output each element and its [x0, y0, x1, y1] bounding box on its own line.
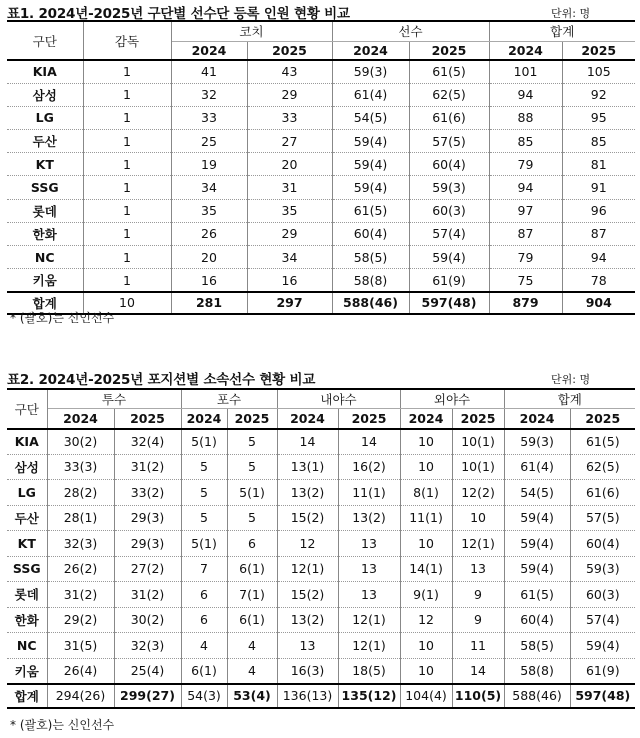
- header-year: 2025: [338, 409, 400, 429]
- table-row: [7, 199, 635, 222]
- total-cell: 10: [83, 292, 171, 314]
- table-row: [7, 505, 635, 531]
- table-cell: 60(3): [409, 199, 489, 222]
- table-cell: 20: [247, 153, 332, 176]
- total-cell: 294(26): [47, 684, 114, 708]
- table-cell: 33(2): [114, 480, 181, 506]
- table-cell: 29(3): [114, 531, 181, 557]
- table-cell: 94: [489, 176, 562, 199]
- table-cell: 12(1): [277, 556, 338, 582]
- table-cell: 5(1): [181, 429, 227, 455]
- team-name: 키움: [7, 658, 47, 684]
- table-cell: 9(1): [400, 582, 452, 608]
- total-cell: 110(5): [452, 684, 504, 708]
- table-cell: 61(5): [570, 429, 635, 455]
- table-row: [7, 130, 635, 153]
- table-cell: 6(1): [227, 607, 277, 633]
- table-cell: 6(1): [227, 556, 277, 582]
- table-cell: 19: [171, 153, 247, 176]
- table-cell: 10: [400, 658, 452, 684]
- table-cell: 57(5): [570, 505, 635, 531]
- table-cell: 29: [247, 83, 332, 106]
- table-cell: 59(4): [332, 130, 409, 153]
- table-cell: 6: [181, 582, 227, 608]
- table-cell: 85: [562, 130, 635, 153]
- table-cell: 4: [181, 633, 227, 659]
- table-cell: 32(3): [47, 531, 114, 557]
- table-cell: 31: [247, 176, 332, 199]
- table-cell: 62(5): [409, 83, 489, 106]
- table-row: [7, 658, 635, 684]
- table-cell: 14(1): [400, 556, 452, 582]
- table-cell: 12(1): [338, 633, 400, 659]
- table-row: [7, 222, 635, 245]
- table-cell: 1: [83, 176, 171, 199]
- table-cell: 59(4): [409, 246, 489, 269]
- table-cell: 61(6): [409, 106, 489, 129]
- table-cell: 10: [400, 531, 452, 557]
- header-year: 2025: [452, 409, 504, 429]
- table-cell: 43: [247, 60, 332, 83]
- table-cell: 13: [338, 556, 400, 582]
- table-cell: 1: [83, 153, 171, 176]
- table-cell: 59(4): [504, 531, 570, 557]
- total-label: 합계: [7, 684, 47, 708]
- table-cell: 79: [489, 246, 562, 269]
- table-cell: 13: [338, 582, 400, 608]
- table-cell: 31(2): [114, 454, 181, 480]
- team-name: 한화: [7, 607, 47, 633]
- total-cell: 597(48): [570, 684, 635, 708]
- table-cell: 35: [171, 199, 247, 222]
- table-cell: 31(2): [47, 582, 114, 608]
- table-cell: 92: [562, 83, 635, 106]
- table-cell: 58(5): [504, 633, 570, 659]
- header-year: 2025: [227, 409, 277, 429]
- table-cell: 28(1): [47, 505, 114, 531]
- table-cell: 4: [227, 633, 277, 659]
- total-cell: 281: [171, 292, 247, 314]
- table-cell: 32(3): [114, 633, 181, 659]
- team-name: NC: [7, 633, 47, 659]
- table-cell: 10: [400, 633, 452, 659]
- header-year: 2025: [409, 41, 489, 60]
- table-cell: 11: [452, 633, 504, 659]
- table-cell: 59(4): [332, 153, 409, 176]
- table-cell: 31(2): [114, 582, 181, 608]
- header-year: 2025: [562, 41, 635, 60]
- table-cell: 34: [171, 176, 247, 199]
- header-year: 2024: [47, 409, 114, 429]
- table-cell: 1: [83, 60, 171, 83]
- header-year: 2025: [247, 41, 332, 60]
- table-cell: 58(5): [332, 246, 409, 269]
- table-cell: 4: [227, 658, 277, 684]
- table-cell: 11(1): [400, 505, 452, 531]
- table-cell: 9: [452, 582, 504, 608]
- team-name: LG: [7, 480, 47, 506]
- team-name: 두산: [7, 505, 47, 531]
- header-year: 2025: [570, 409, 635, 429]
- table-row: [7, 60, 635, 83]
- table-cell: 59(3): [570, 556, 635, 582]
- table-cell: 12: [400, 607, 452, 633]
- table-cell: 33(3): [47, 454, 114, 480]
- table-cell: 59(4): [570, 633, 635, 659]
- table-cell: 33: [247, 106, 332, 129]
- table-cell: 59(3): [332, 60, 409, 83]
- team-name: NC: [7, 246, 83, 269]
- header-catcher: 포수: [181, 389, 277, 409]
- total-cell: 299(27): [114, 684, 181, 708]
- table-cell: 31(5): [47, 633, 114, 659]
- table-cell: 13: [452, 556, 504, 582]
- table-cell: 81: [562, 153, 635, 176]
- table-cell: 1: [83, 269, 171, 292]
- table-cell: 30(2): [114, 607, 181, 633]
- table-cell: 58(8): [504, 658, 570, 684]
- header-year: 2024: [400, 409, 452, 429]
- table-cell: 1: [83, 199, 171, 222]
- table-cell: 5(1): [181, 531, 227, 557]
- table-cell: 95: [562, 106, 635, 129]
- table-cell: 5(1): [227, 480, 277, 506]
- table-cell: 54(5): [332, 106, 409, 129]
- table-cell: 29: [247, 222, 332, 245]
- table-cell: 12: [277, 531, 338, 557]
- team-name: 롯데: [7, 199, 83, 222]
- table-cell: 16(3): [277, 658, 338, 684]
- header-team: 구단: [7, 389, 47, 429]
- table-cell: 9: [452, 607, 504, 633]
- table-cell: 61(4): [504, 454, 570, 480]
- team-name: 키움: [7, 269, 83, 292]
- header-year: 2024: [504, 409, 570, 429]
- table-row: [7, 531, 635, 557]
- table-row: [7, 556, 635, 582]
- table-cell: 5: [227, 429, 277, 455]
- table-cell: 28(2): [47, 480, 114, 506]
- table-cell: 41: [171, 60, 247, 83]
- total-cell: 53(4): [227, 684, 277, 708]
- header-pitcher: 투수: [47, 389, 181, 409]
- team-name: SSG: [7, 556, 47, 582]
- table-row: [7, 633, 635, 659]
- table-cell: 27: [247, 130, 332, 153]
- table-cell: 16: [171, 269, 247, 292]
- header-outfield: 외야수: [400, 389, 504, 409]
- table-cell: 57(4): [409, 222, 489, 245]
- table-cell: 61(4): [332, 83, 409, 106]
- table-cell: 26: [171, 222, 247, 245]
- table-cell: 18(5): [338, 658, 400, 684]
- table-cell: 105: [562, 60, 635, 83]
- total-label: 합계: [7, 292, 83, 314]
- table-cell: 87: [489, 222, 562, 245]
- table-row: [7, 153, 635, 176]
- table-row: [7, 607, 635, 633]
- header-year: 2024: [277, 409, 338, 429]
- table-cell: 15(2): [277, 505, 338, 531]
- table-cell: 29(2): [47, 607, 114, 633]
- header-infield: 내야수: [277, 389, 400, 409]
- table-row: [7, 454, 635, 480]
- table-row: [7, 582, 635, 608]
- table-cell: 60(4): [332, 222, 409, 245]
- table-cell: 91: [562, 176, 635, 199]
- table-cell: 1: [83, 222, 171, 245]
- table-cell: 6(1): [181, 658, 227, 684]
- table-cell: 12(2): [452, 480, 504, 506]
- table-cell: 61(5): [504, 582, 570, 608]
- total-cell: 904: [562, 292, 635, 314]
- table-cell: 101: [489, 60, 562, 83]
- table-row: [7, 106, 635, 129]
- table-cell: 97: [489, 199, 562, 222]
- header-year: 2025: [114, 409, 181, 429]
- table-cell: 61(9): [570, 658, 635, 684]
- table-cell: 33: [171, 106, 247, 129]
- table-cell: 10(1): [452, 429, 504, 455]
- table-row: [7, 83, 635, 106]
- team-name: 삼성: [7, 454, 47, 480]
- table-cell: 58(8): [332, 269, 409, 292]
- table2-title: 표2. 2024년-2025년 포지션별 소속선수 현황 비교: [7, 372, 316, 388]
- table-cell: 60(4): [570, 531, 635, 557]
- table-cell: 96: [562, 199, 635, 222]
- team-name: 롯데: [7, 582, 47, 608]
- table-cell: 29(3): [114, 505, 181, 531]
- table-cell: 59(4): [332, 176, 409, 199]
- table-cell: 60(4): [409, 153, 489, 176]
- table-cell: 35: [247, 199, 332, 222]
- table-cell: 34: [247, 246, 332, 269]
- header-total: 합계: [489, 21, 635, 41]
- table-cell: 30(2): [47, 429, 114, 455]
- team-name: LG: [7, 106, 83, 129]
- table-cell: 14: [277, 429, 338, 455]
- total-cell: 104(4): [400, 684, 452, 708]
- table-cell: 26(2): [47, 556, 114, 582]
- table-cell: 32(4): [114, 429, 181, 455]
- table-cell: 32: [171, 83, 247, 106]
- header-year: 2024: [332, 41, 409, 60]
- total-cell: 597(48): [409, 292, 489, 314]
- table-cell: 10: [400, 429, 452, 455]
- table-row: [7, 429, 635, 455]
- team-name: KT: [7, 531, 47, 557]
- total-cell: 588(46): [504, 684, 570, 708]
- table-cell: 10: [452, 505, 504, 531]
- table-row: [7, 246, 635, 269]
- table2-unit: 단위: 명: [551, 373, 591, 386]
- table-cell: 13(2): [277, 480, 338, 506]
- table-cell: 5: [181, 505, 227, 531]
- table-cell: 62(5): [570, 454, 635, 480]
- table-cell: 57(5): [409, 130, 489, 153]
- table-cell: 16(2): [338, 454, 400, 480]
- total-cell: 879: [489, 292, 562, 314]
- header-coach: 코치: [171, 21, 332, 41]
- table-cell: 6: [181, 607, 227, 633]
- table-cell: 61(5): [332, 199, 409, 222]
- team-name: KT: [7, 153, 83, 176]
- total-row: [7, 684, 635, 708]
- table-cell: 94: [489, 83, 562, 106]
- table1-unit: 단위: 명: [551, 7, 591, 20]
- table-cell: 59(4): [504, 505, 570, 531]
- team-name: 한화: [7, 222, 83, 245]
- team-name: KIA: [7, 429, 47, 455]
- table-cell: 7(1): [227, 582, 277, 608]
- table-cell: 59(3): [409, 176, 489, 199]
- table-cell: 10(1): [452, 454, 504, 480]
- table-cell: 5: [181, 480, 227, 506]
- table-cell: 1: [83, 106, 171, 129]
- header-year: 2024: [489, 41, 562, 60]
- table1: [7, 20, 635, 315]
- table-cell: 13: [277, 633, 338, 659]
- table-cell: 5: [227, 454, 277, 480]
- table-cell: 57(4): [570, 607, 635, 633]
- total-cell: 297: [247, 292, 332, 314]
- table-cell: 60(3): [570, 582, 635, 608]
- table2-note: * (괄호)는 신인선수: [10, 718, 115, 732]
- table-cell: 94: [562, 246, 635, 269]
- table-cell: 8(1): [400, 480, 452, 506]
- table-cell: 25: [171, 130, 247, 153]
- table-cell: 7: [181, 556, 227, 582]
- table1-title: 표1. 2024년-2025년 구단별 선수단 등록 인원 현황 비교: [7, 6, 350, 22]
- table-cell: 5: [181, 454, 227, 480]
- table-row: [7, 480, 635, 506]
- table1-note: * (괄호)는 신인선수: [10, 311, 115, 325]
- table-cell: 14: [452, 658, 504, 684]
- team-name: KIA: [7, 60, 83, 83]
- table-cell: 60(4): [504, 607, 570, 633]
- total-cell: 588(46): [332, 292, 409, 314]
- team-name: 삼성: [7, 83, 83, 106]
- table-cell: 88: [489, 106, 562, 129]
- table-cell: 13(1): [277, 454, 338, 480]
- table-cell: 61(5): [409, 60, 489, 83]
- header-manager: 감독: [83, 21, 171, 60]
- header-player: 선수: [332, 21, 489, 41]
- table-cell: 59(3): [504, 429, 570, 455]
- table-cell: 13(2): [338, 505, 400, 531]
- table-cell: 1: [83, 83, 171, 106]
- table-cell: 78: [562, 269, 635, 292]
- header-team: 구단: [7, 21, 83, 60]
- table-cell: 16: [247, 269, 332, 292]
- table-cell: 79: [489, 153, 562, 176]
- table-cell: 59(4): [504, 556, 570, 582]
- table-cell: 6: [227, 531, 277, 557]
- header-total: 합계: [504, 389, 635, 409]
- table-cell: 20: [171, 246, 247, 269]
- table-cell: 13(2): [277, 607, 338, 633]
- table-cell: 5: [227, 505, 277, 531]
- table-row: [7, 176, 635, 199]
- table-cell: 12(1): [452, 531, 504, 557]
- table-cell: 87: [562, 222, 635, 245]
- header-year: 2024: [171, 41, 247, 60]
- team-name: SSG: [7, 176, 83, 199]
- table-cell: 61(9): [409, 269, 489, 292]
- total-cell: 54(3): [181, 684, 227, 708]
- table-row: [7, 269, 635, 292]
- table-cell: 27(2): [114, 556, 181, 582]
- team-name: 두산: [7, 130, 83, 153]
- table-cell: 11(1): [338, 480, 400, 506]
- table-cell: 1: [83, 246, 171, 269]
- table-cell: 1: [83, 130, 171, 153]
- table-cell: 15(2): [277, 582, 338, 608]
- total-cell: 136(13): [277, 684, 338, 708]
- table-cell: 14: [338, 429, 400, 455]
- table-cell: 10: [400, 454, 452, 480]
- table-cell: 13: [338, 531, 400, 557]
- table-cell: 54(5): [504, 480, 570, 506]
- table-cell: 75: [489, 269, 562, 292]
- total-cell: 135(12): [338, 684, 400, 708]
- table-cell: 12(1): [338, 607, 400, 633]
- table-cell: 25(4): [114, 658, 181, 684]
- table-cell: 61(6): [570, 480, 635, 506]
- table-cell: 26(4): [47, 658, 114, 684]
- table-cell: 85: [489, 130, 562, 153]
- table2: [7, 388, 635, 709]
- header-year: 2024: [181, 409, 227, 429]
